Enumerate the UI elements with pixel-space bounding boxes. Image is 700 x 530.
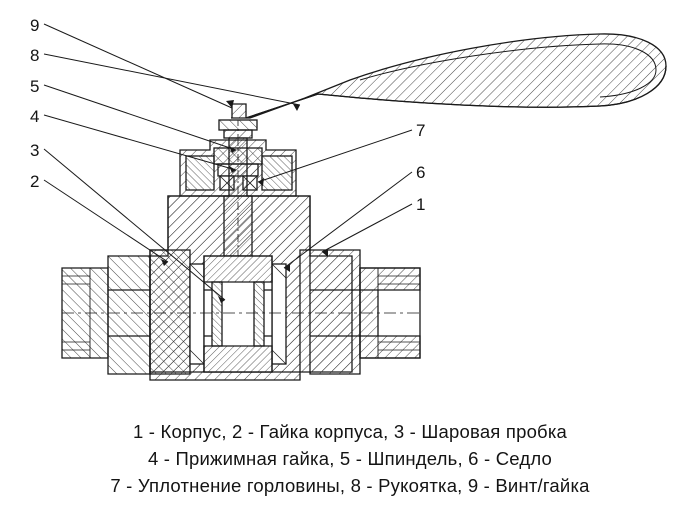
stem-screw-nut	[219, 120, 257, 138]
callout-9: 9	[30, 16, 40, 35]
body-nut	[62, 250, 190, 374]
callout-8: 8	[30, 46, 40, 65]
callout-3: 3	[30, 141, 40, 160]
callout-7: 7	[416, 121, 426, 140]
legend	[0, 418, 700, 499]
callout-2: 2	[30, 172, 40, 191]
legend-line-3: 7 - Уплотнение горловины, 8 - Рукоятка, 9 - Винт/гайка	[110, 475, 590, 496]
callout-6: 6	[416, 163, 426, 182]
callout-1: 1	[416, 195, 426, 214]
callout-5: 5	[30, 77, 40, 96]
legend-line-1: 1 - Корпус, 2 - Гайка корпуса, 3 - Шаровая пробка	[132, 421, 568, 442]
legend-line-2: 4 - Прижимная гайка, 5 - Шпиндель, 6 - Седло	[147, 448, 553, 469]
callout-4: 4	[30, 107, 40, 126]
